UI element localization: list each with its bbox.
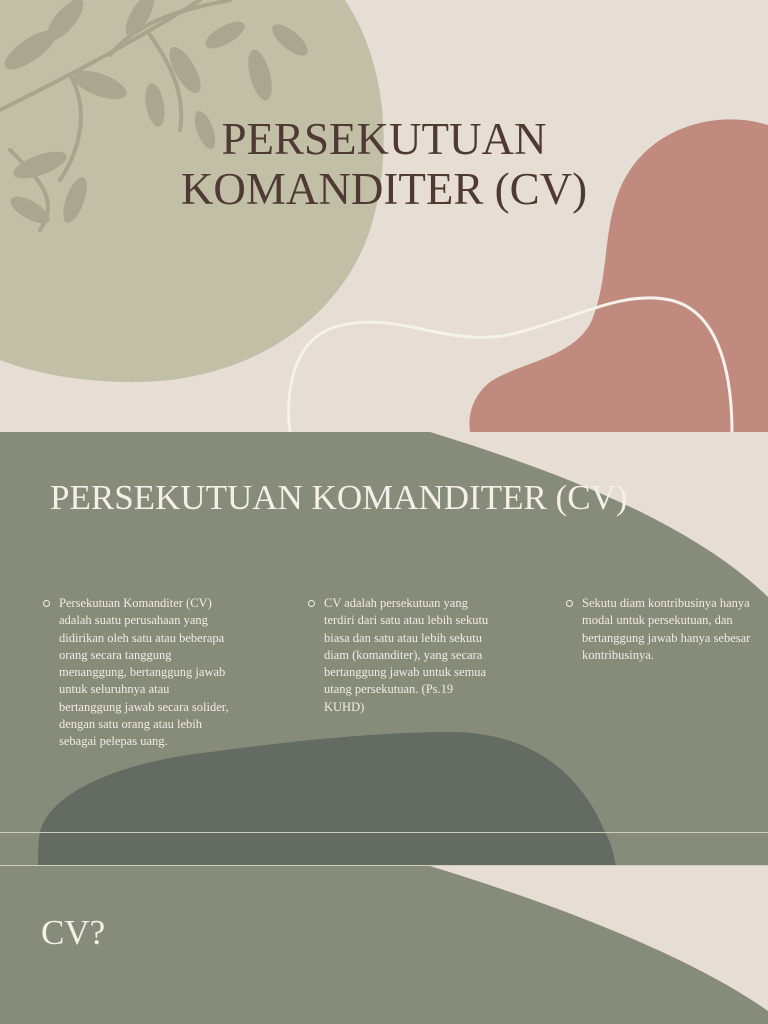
slide1-title-line1: PERSEKUTUAN xyxy=(221,114,547,164)
slide-question xyxy=(0,866,768,1024)
slide1-title xyxy=(0,114,768,214)
olive-shape xyxy=(0,866,768,1024)
column-2-text: CV adalah persekutuan yang terdiri dari satu atau lebih sekutu biasa dan satu atau lebih sekutu diam (komanditer), yang secara bertanggung jawab untuk semua utang persekutuan. (Ps.19 KUHD) xyxy=(324,596,489,714)
bullet-icon xyxy=(566,600,573,607)
column-1-text: Persekutuan Komanditer (CV) adalah suatu perusahaan yang didirikan oleh satu atau beberapa orang secara tanggung menanggung, bertanggung jawab untuk seluruhnya atau bertanggung jawab secara solider, dengan satu orang atau lebih sebagai pelepas uang. xyxy=(59,596,229,749)
slide3-background xyxy=(0,866,768,1024)
slide-divider xyxy=(0,832,768,867)
column-3 xyxy=(564,595,764,664)
slide1-background xyxy=(0,0,768,432)
slide3-title: CV? xyxy=(41,913,106,952)
list-item xyxy=(306,595,496,716)
bullet-icon xyxy=(43,600,50,607)
list-item xyxy=(41,595,231,751)
column-3-text: Sekutu diam kontribusinya hanya modal untuk persekutuan, dan bertanggung jawab hanya sebesar kontribusinya. xyxy=(582,596,751,662)
column-2 xyxy=(306,595,496,716)
slide-definition xyxy=(0,432,768,832)
bullet-icon xyxy=(308,600,315,607)
slide2-title: PERSEKUTUAN KOMANDITER (CV) xyxy=(50,478,628,517)
divider-shapes xyxy=(0,832,768,867)
column-1 xyxy=(41,595,231,751)
slide1-title-line2: KOMANDITER (CV) xyxy=(180,164,588,214)
list-item xyxy=(564,595,764,664)
slide-title xyxy=(0,0,768,432)
